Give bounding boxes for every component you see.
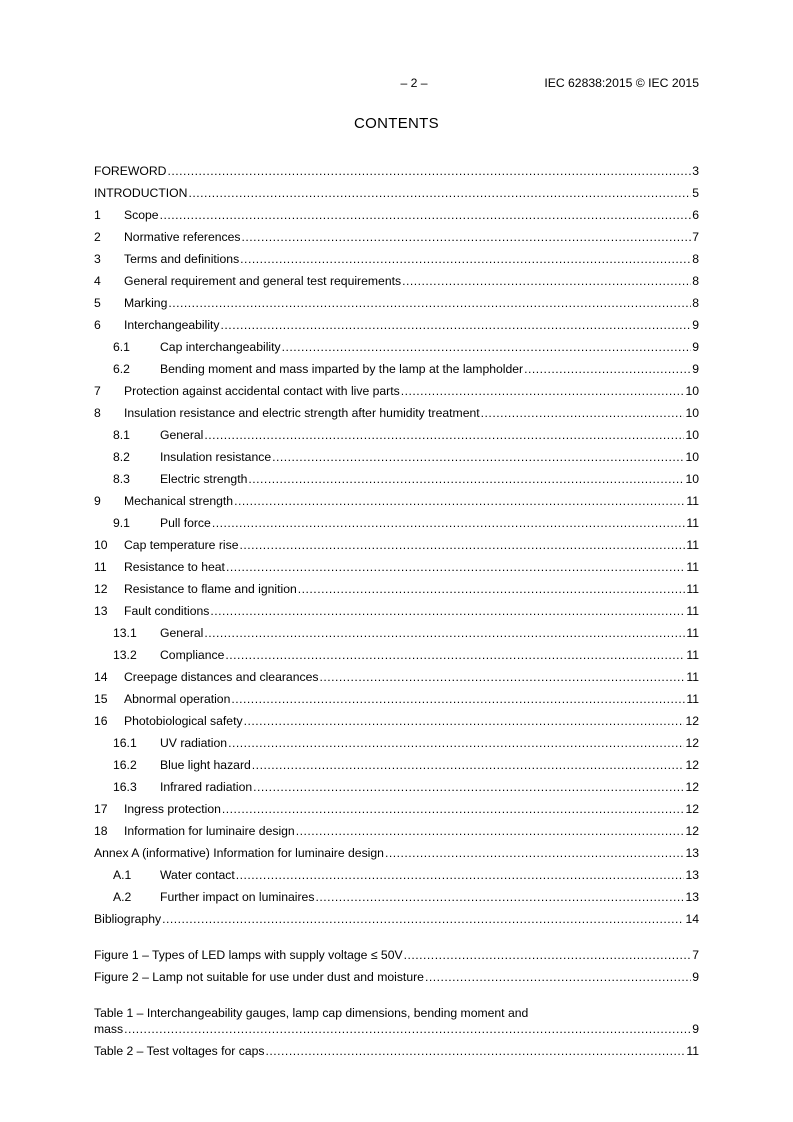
dot-leader <box>162 912 684 926</box>
dot-leader <box>425 970 691 984</box>
entry-title: Table 1 – Interchangeability gauges, lamp cap dimensions, bending moment and <box>94 1006 529 1020</box>
figures-entry[interactable] <box>94 948 699 964</box>
entry-title: Cap interchangeability <box>160 340 281 354</box>
entry-number: 6 <box>94 318 101 332</box>
standard-identifier: IEC 62838:2015 © IEC 2015 <box>544 76 699 90</box>
dot-leader <box>315 890 684 904</box>
toc-entry[interactable] <box>94 670 699 686</box>
entry-title: General <box>160 428 204 442</box>
entry-page-number: 9 <box>692 970 699 984</box>
entry-page-number: 11 <box>686 538 699 552</box>
toc-entry[interactable] <box>94 824 699 840</box>
entry-number: 18 <box>94 824 108 838</box>
entry-number: 16.2 <box>113 758 137 772</box>
dot-leader <box>272 450 684 464</box>
entry-page-number: 9 <box>692 340 699 354</box>
toc-entry[interactable] <box>94 912 699 928</box>
entry-page-number: 11 <box>686 516 699 530</box>
entry-page-number: 9 <box>692 362 699 376</box>
entry-page-number: 10 <box>685 450 699 464</box>
entry-number: 16.1 <box>113 736 137 750</box>
entry-title: FOREWORD <box>94 164 167 178</box>
tables-entry[interactable] <box>94 1006 699 1038</box>
entry-number: 13 <box>94 604 108 618</box>
toc-entry[interactable] <box>94 626 699 642</box>
entry-number: 9 <box>94 494 101 508</box>
entry-page-number: 12 <box>685 802 699 816</box>
dot-leader <box>167 164 691 178</box>
page-header <box>94 76 699 92</box>
dot-leader <box>298 582 686 596</box>
entry-title: Abnormal operation <box>124 692 231 706</box>
toc-entry[interactable] <box>94 758 699 774</box>
entry-number: 13.2 <box>113 648 137 662</box>
entry-title: General <box>160 626 204 640</box>
dot-leader <box>210 604 685 618</box>
entry-title: Terms and definitions <box>124 252 240 266</box>
toc-entry[interactable] <box>94 714 699 730</box>
entry-page-number: 11 <box>686 692 699 706</box>
entry-number: 15 <box>94 692 108 706</box>
entry-title: General requirement and general test requirements <box>124 274 402 288</box>
toc-entry[interactable] <box>94 384 699 400</box>
toc-entry[interactable] <box>94 516 699 532</box>
entry-title: Table 2 – Test voltages for caps <box>94 1044 265 1058</box>
dot-leader <box>228 736 684 750</box>
entry-title: Bending moment and mass imparted by the lamp at the lampholder <box>160 362 524 376</box>
dot-leader <box>236 868 685 882</box>
entry-title: Mechanical strength <box>124 494 234 508</box>
dot-leader <box>212 516 686 530</box>
entry-number: 16 <box>94 714 108 728</box>
toc-entry[interactable] <box>94 560 699 576</box>
dot-leader <box>242 230 692 244</box>
entry-page-number: 14 <box>685 912 699 926</box>
dot-leader <box>221 318 692 332</box>
toc-entry[interactable] <box>94 362 699 378</box>
toc-entry[interactable] <box>94 274 699 290</box>
entry-number: 9.1 <box>113 516 130 530</box>
figures-entry[interactable] <box>94 970 699 986</box>
entry-title: Further impact on luminaires <box>160 890 315 904</box>
entry-title-continued: mass <box>94 1022 124 1036</box>
entry-number: 16.3 <box>113 780 137 794</box>
toc-entry[interactable] <box>94 494 699 510</box>
entry-title: Resistance to flame and ignition <box>124 582 297 596</box>
dot-leader <box>222 802 685 816</box>
dot-leader <box>204 428 684 442</box>
entry-title: Cap temperature rise <box>124 538 239 552</box>
dot-leader <box>225 648 685 662</box>
entry-page-number: 11 <box>686 626 699 640</box>
dot-leader <box>385 846 685 860</box>
entry-title: Insulation resistance <box>160 450 272 464</box>
dot-leader <box>226 560 685 574</box>
entry-page-number: 8 <box>692 274 699 288</box>
entry-page-number: 7 <box>692 230 699 244</box>
toc-entry[interactable] <box>94 340 699 356</box>
entry-page-number: 3 <box>692 164 699 178</box>
entry-page-number: 10 <box>685 472 699 486</box>
dot-leader <box>240 252 691 266</box>
entry-page-number: 6 <box>692 208 699 222</box>
toc-entry[interactable] <box>94 736 699 752</box>
entry-number: 4 <box>94 274 101 288</box>
entry-title: Protection against accidental contact with live parts <box>124 384 400 398</box>
page-number: – 2 – <box>400 76 428 90</box>
entry-title: Interchangeability <box>124 318 220 332</box>
dot-leader <box>239 538 685 552</box>
toc-entry[interactable] <box>94 868 699 884</box>
entry-page-number: 12 <box>685 824 699 838</box>
entry-number: A.1 <box>113 868 132 882</box>
dot-leader <box>401 384 685 398</box>
dot-leader <box>524 362 691 376</box>
entry-page-number: 11 <box>686 648 699 662</box>
dot-leader <box>404 948 692 962</box>
toc-entry[interactable] <box>94 186 699 202</box>
dot-leader <box>168 296 691 310</box>
entry-title: Scope <box>124 208 159 222</box>
entry-page-number: 11 <box>686 604 699 618</box>
toc-entry[interactable] <box>94 648 699 664</box>
entry-number: 10 <box>94 538 108 552</box>
toc-entry[interactable] <box>94 780 699 796</box>
entry-title: Water contact <box>160 868 235 882</box>
entry-continuation <box>94 1022 699 1038</box>
entry-number: 8.3 <box>113 472 130 486</box>
entry-title: Annex A (informative) Information for luminaire design <box>94 846 384 860</box>
tables-entry[interactable] <box>94 1044 699 1060</box>
entry-page-number: 11 <box>686 560 699 574</box>
entry-page-number: 8 <box>692 252 699 266</box>
entry-number: 1 <box>94 208 101 222</box>
dot-leader <box>402 274 691 288</box>
dot-leader <box>266 1044 686 1058</box>
entry-page-number: 8 <box>692 296 699 310</box>
entry-page-number: 9 <box>692 1022 699 1036</box>
toc-entry[interactable] <box>94 692 699 708</box>
dot-leader <box>204 626 685 640</box>
entry-number: 2 <box>94 230 101 244</box>
entry-title: Figure 2 – Lamp not suitable for use under dust and moisture <box>94 970 424 984</box>
toc-entry[interactable] <box>94 428 699 444</box>
toc-entry[interactable] <box>94 252 699 268</box>
toc-entry[interactable] <box>94 230 699 246</box>
dot-leader <box>253 780 684 794</box>
toc-entry[interactable] <box>94 406 699 422</box>
toc-entry[interactable] <box>94 450 699 466</box>
toc-entry[interactable] <box>94 846 699 862</box>
entry-title: Infrared radiation <box>160 780 253 794</box>
entry-number: 6.2 <box>113 362 130 376</box>
dot-leader <box>296 824 685 838</box>
entry-page-number: 12 <box>685 714 699 728</box>
entry-title: Photobiological safety <box>124 714 243 728</box>
entry-number: 13.1 <box>113 626 137 640</box>
entry-title: Compliance <box>160 648 225 662</box>
entry-title: Resistance to heat <box>124 560 225 574</box>
entry-page-number: 10 <box>685 406 699 420</box>
entry-title: Figure 1 – Types of LED lamps with supply voltage ≤ 50V <box>94 948 403 962</box>
entry-page-number: 5 <box>692 186 699 200</box>
entry-page-number: 7 <box>692 948 699 962</box>
entry-page-number: 11 <box>686 582 699 596</box>
entry-page-number: 13 <box>685 890 699 904</box>
entry-number: 12 <box>94 582 108 596</box>
contents-title: CONTENTS <box>354 115 439 132</box>
entry-title: Fault conditions <box>124 604 210 618</box>
entry-title: INTRODUCTION <box>94 186 188 200</box>
entry-number: A.2 <box>113 890 132 904</box>
entry-page-number: 11 <box>686 1044 699 1058</box>
entry-title: Insulation resistance and electric strength after humidity treatment <box>124 406 480 420</box>
entry-number: 3 <box>94 252 101 266</box>
entry-number: 5 <box>94 296 101 310</box>
dot-leader <box>282 340 692 354</box>
toc-entry[interactable] <box>94 208 699 224</box>
entry-number: 14 <box>94 670 108 684</box>
entry-number: 17 <box>94 802 108 816</box>
table-of-contents <box>94 158 699 1060</box>
toc-entry[interactable] <box>94 604 699 620</box>
entry-title: UV radiation <box>160 736 228 750</box>
dot-leader <box>248 472 684 486</box>
toc-entry[interactable] <box>94 802 699 818</box>
dot-leader <box>231 692 685 706</box>
toc-entry[interactable] <box>94 296 699 312</box>
entry-number: 11 <box>94 560 107 574</box>
entry-number: 7 <box>94 384 101 398</box>
dot-leader <box>124 1022 691 1036</box>
entry-title: Marking <box>124 296 168 310</box>
toc-entry[interactable] <box>94 472 699 488</box>
entry-page-number: 12 <box>685 758 699 772</box>
entry-title: Creepage distances and clearances <box>124 670 319 684</box>
toc-entry[interactable] <box>94 318 699 334</box>
entry-page-number: 11 <box>686 494 699 508</box>
entry-page-number: 13 <box>685 846 699 860</box>
dot-leader <box>234 494 685 508</box>
entry-title: Electric strength <box>160 472 248 486</box>
entry-page-number: 9 <box>692 318 699 332</box>
entry-title: Pull force <box>160 516 211 530</box>
entry-title: Information for luminaire design <box>124 824 295 838</box>
toc-entry[interactable] <box>94 538 699 554</box>
entry-number: 8.2 <box>113 450 130 464</box>
entry-title: Bibliography <box>94 912 162 926</box>
entry-title: Normative references <box>124 230 241 244</box>
entry-page-number: 10 <box>685 428 699 442</box>
entry-number: 8.1 <box>113 428 130 442</box>
dot-leader <box>252 758 685 772</box>
toc-entry[interactable] <box>94 164 699 180</box>
entry-page-number: 13 <box>685 868 699 882</box>
dot-leader <box>160 208 692 222</box>
entry-title: Blue light hazard <box>160 758 251 772</box>
dot-leader <box>481 406 685 420</box>
entry-number: 8 <box>94 406 101 420</box>
dot-leader <box>188 186 691 200</box>
dot-leader <box>319 670 685 684</box>
entry-page-number: 10 <box>685 384 699 398</box>
dot-leader <box>244 714 685 728</box>
toc-entry[interactable] <box>94 582 699 598</box>
entry-title: Ingress protection <box>124 802 221 816</box>
entry-page-number: 11 <box>686 670 699 684</box>
entry-number: 6.1 <box>113 340 130 354</box>
entry-page-number: 12 <box>685 780 699 794</box>
toc-entry[interactable] <box>94 890 699 906</box>
entry-page-number: 12 <box>685 736 699 750</box>
